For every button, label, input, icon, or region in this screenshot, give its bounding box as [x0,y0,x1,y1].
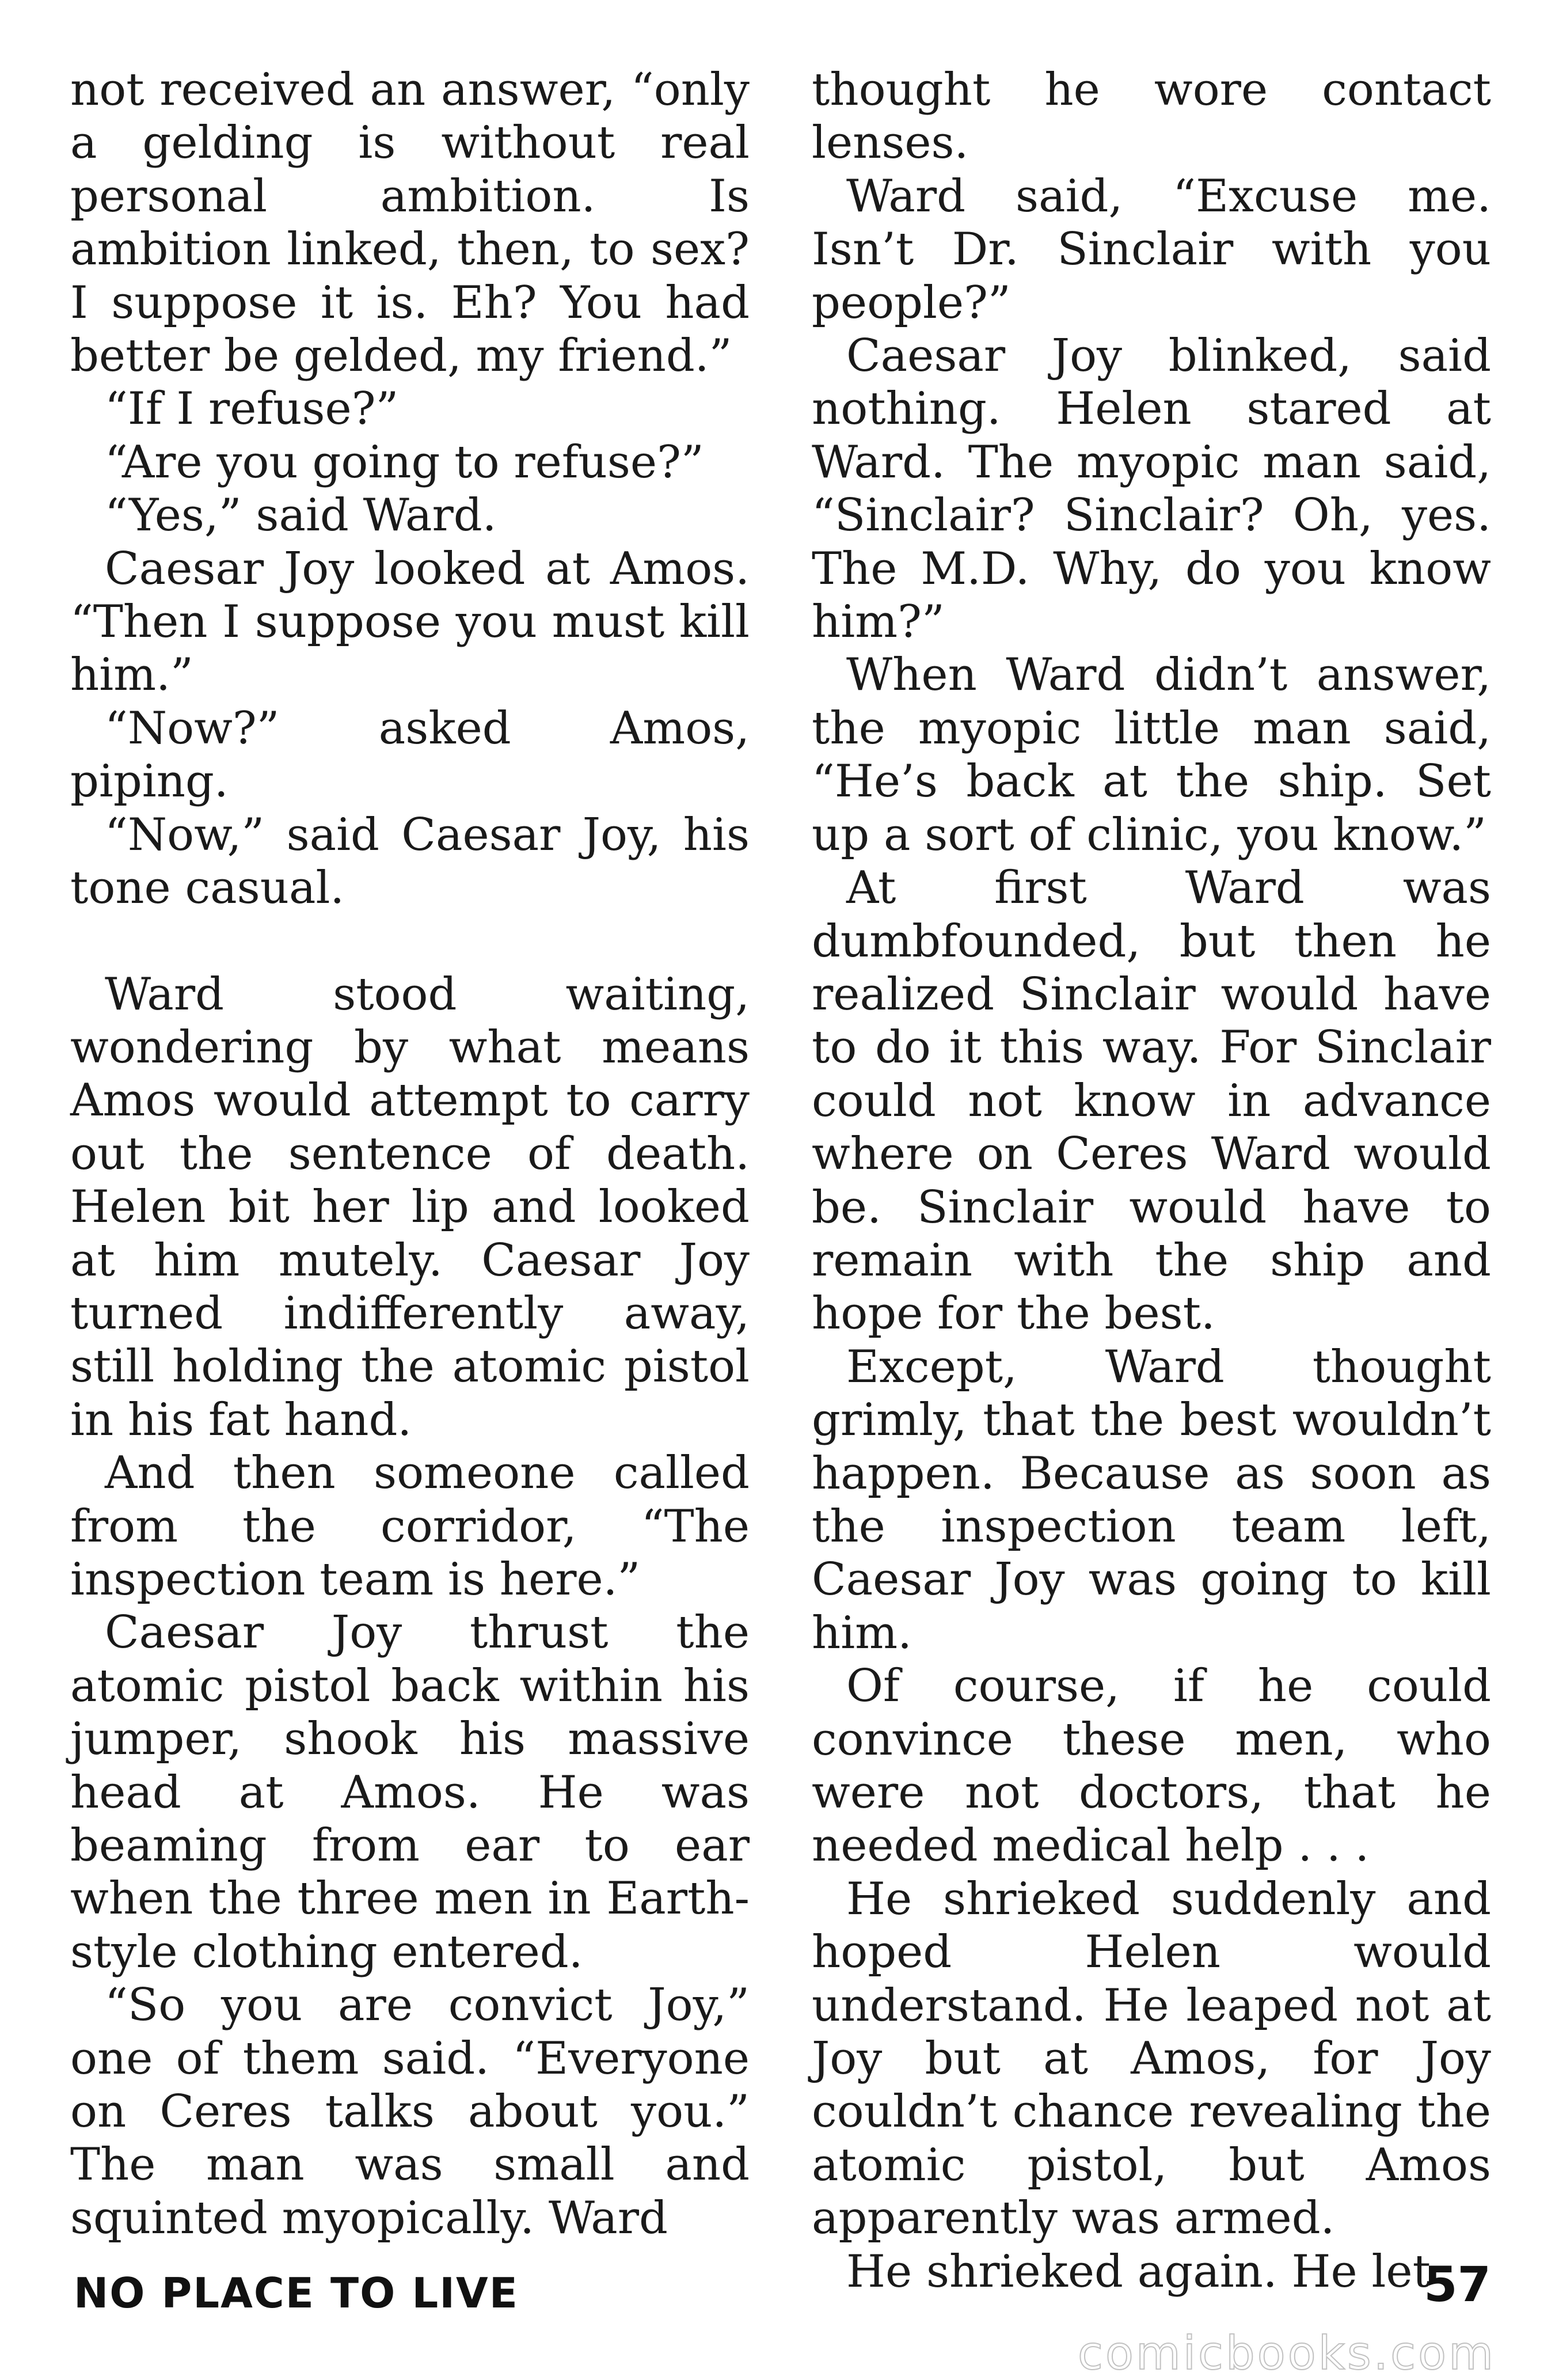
paragraph: At first Ward was dumbfounded, but then he realized Sinclair would have to do it this way. For Sinclair could not know in advance where on Ceres Ward would be. Sinclair would have to remain with the ship and hope for the best. [812,862,1491,1340]
paragraph: “So you are convict Joy,” one of them said. “Everyone on Ceres talks about you.” The man was small and squinted myopically. Ward [70,1979,750,2244]
paragraph: And then someone called from the corridor, “The inspection team is here.” [70,1447,750,1605]
watermark: comicbooks.com [1077,2326,1496,2380]
paragraph: Caesar Joy blinked, said nothing. Helen stared at Ward. The myopic man said, “Sinclair? Sinclair? Oh, yes. The M.D. Why, do you know him?” [812,330,1491,648]
left-text-column [70,63,750,2245]
story-title-footer: NO PLACE TO LIVE [74,2269,519,2317]
page-number: 57 [1424,2256,1491,2313]
paragraph: Of course, if he could convince these men, who were not doctors, that he needed medical help . . . [812,1660,1491,1872]
paragraph: “Now,” said Caesar Joy, his tone casual. [70,808,750,914]
paragraph: thought he wore contact lenses. [812,64,1491,169]
paragraph: When Ward didn’t answer, the myopic little man said, “He’s back at the ship. Set up a sort of clinic, you know.” [812,649,1491,861]
paragraph: Except, Ward thought grimly, that the best wouldn’t happen. Because as soon as the inspection team left, Caesar Joy was going to kill him. [812,1341,1491,1659]
paragraph: Caesar Joy looked at Amos. “Then I suppose you must kill him.” [70,542,750,701]
paragraph: He shrieked suddenly and hoped Helen would understand. He leaped not at Joy but at Amos, for Joy couldn’t chance revealing the atomic pistol, but Amos apparently was armed. [812,1873,1491,2245]
paragraph: “Are you going to refuse?” [105,436,704,488]
paragraph: He shrieked again. He let [846,2245,1431,2298]
paragraph: Ward stood waiting, wondering by what means Amos would attempt to carry out the sentence of death. Helen bit her lip and looked at him mutely. Caesar Joy turned indifferently away, still holding the atomic pistol in his fat hand. [70,968,750,1446]
paragraph: “Yes,” said Ward. [105,489,497,542]
paragraph: Ward said, “Excuse me. Isn’t Dr. Sinclair with you people?” [812,170,1491,329]
paragraph: “Now?” asked Amos, piping. [70,702,750,808]
paragraph: not received an answer, “only a gelding is without real personal ambition. Is ambition linked, then, to sex? I suppose it is. Eh? You had better be gelded, my friend.” [70,64,750,382]
paragraph: Caesar Joy thrust the atomic pistol back within his jumper, shook his massive head at Amos. He was beaming from ear to ear when the three men in Earth-style clothing entered. [70,1607,750,1978]
paragraph: “If I refuse?” [105,383,399,435]
right-text-column [812,63,1491,2298]
